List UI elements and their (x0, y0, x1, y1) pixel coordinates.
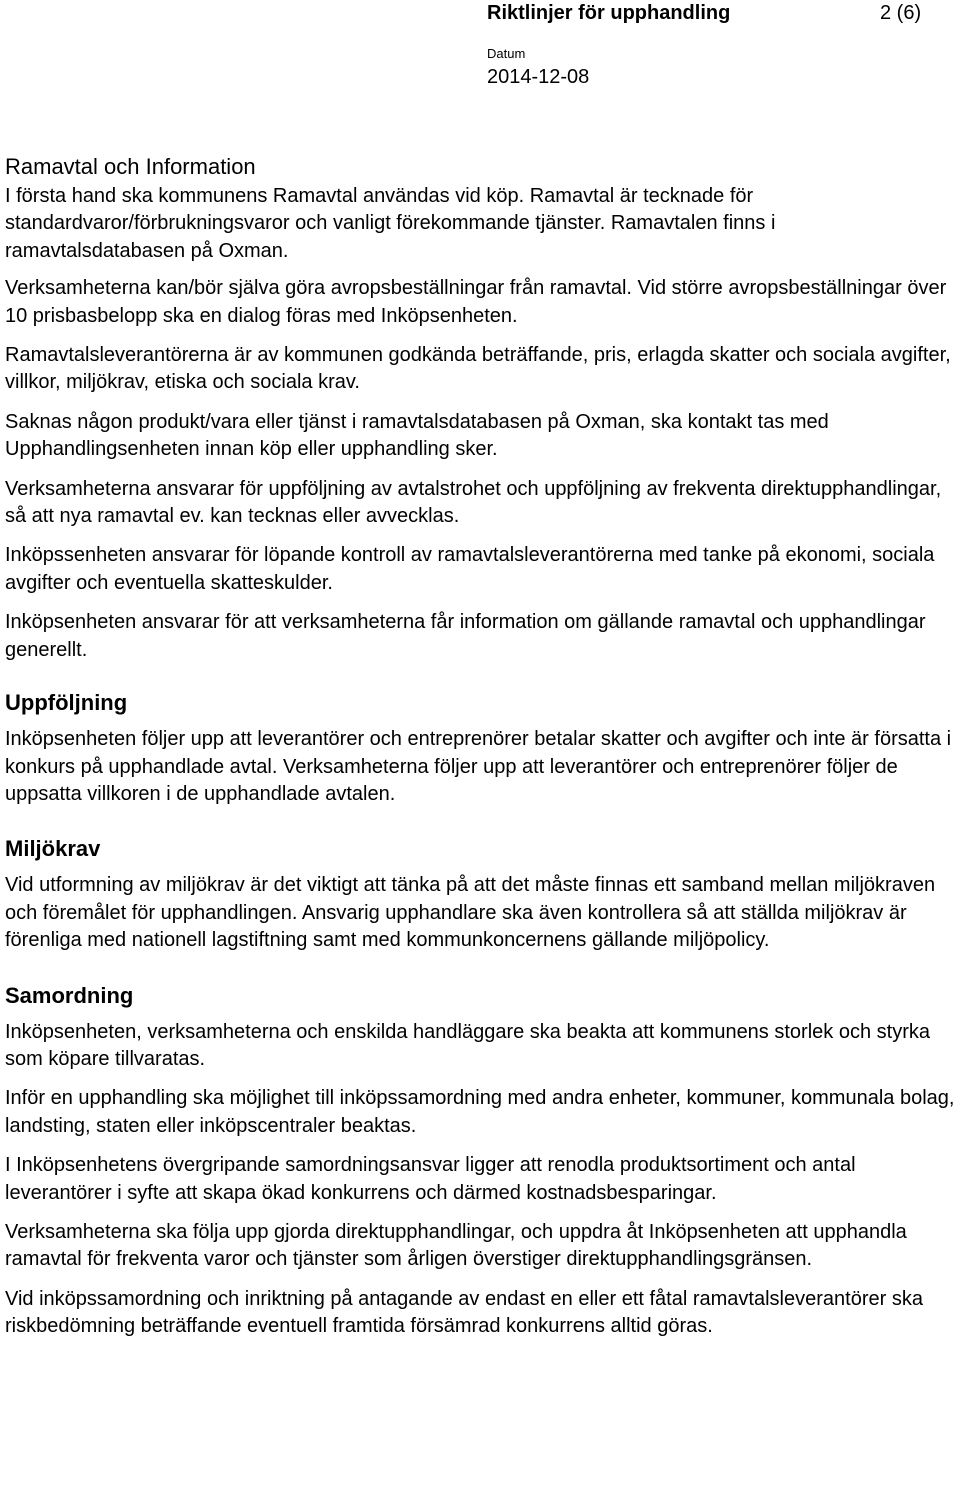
section-miljokrav (5, 832, 955, 954)
paragraph: Vid inköpssamordning och inriktning på antagande av endast en eller ett fåtal ramavtalsleverantörer ska riskbedömning beträffande eventuell framtida försämrad konkurrens alltid göras. (5, 1287, 923, 1338)
paragraph: Inköpssenheten ansvarar för löpande kontroll av ramavtalsleverantörerna med tanke på ekonomi, sociala avgifter och eventuella skatteskulder. (5, 544, 935, 594)
paragraph: Inköpsenheten, verksamheterna och enskilda handläggare ska beakta att kommunens storlek och styrka som köpare tillvaratas. (5, 1020, 930, 1070)
paragraph: Inköpsenheten ansvarar för att verksamheterna får information om gällande ramavtal och upphandlingar generellt. (5, 611, 926, 661)
paragraph: Vid utformning av miljökrav är det viktigt att tänka på att det måste finnas ett samband mellan miljökraven och föremålet för upphandlingen. Ansvarig upphandlare ska även kontrollera så att ställda miljökrav är förenliga med nationell lagstiftning samt med kommunkoncernens gällande miljöpolicy. (5, 874, 936, 952)
section-heading-ramavtal: Ramavtal och Information (5, 154, 256, 179)
paragraph: Verksamheterna kan/bör själva göra avropsbeställningar från ramavtal. Vid större avropsbeställningar över 10 prisbasbelopp ska en dialog föras med Inköpsenheten. (5, 277, 947, 327)
date-label: Datum (487, 46, 526, 61)
paragraph: Verksamheterna ansvarar för uppföljning av avtalstrohet och uppföljning av frekventa direktupphandlingar, så att nya ramavtal ev. kan tecknas eller avvecklas. (5, 477, 942, 528)
paragraph: I Inköpsenhetens övergripande samordningsansvar ligger att renodla produktsortiment och antal leverantörer i syfte att skapa ökad konkurrens och därmed kostnadsbesparingar. (5, 1154, 856, 1204)
paragraph: Saknas någon produkt/vara eller tjänst i ramavtalsdatabasen på Oxman, ska kontakt tas med Upphandlingsenheten innan köp eller upphandling sker. (5, 410, 829, 461)
section-uppfoljning (5, 686, 955, 808)
document-body (5, 150, 955, 1341)
paragraph: I första hand ska kommunens Ramavtal användas vid köp. Ramavtal är tecknade för standardvaror/förbrukningsvaror och vanligt förekommande tjänster. Ramavtalen finns i ramavtalsdatabasen på Oxman. (5, 185, 776, 262)
section-heading-miljokrav: Miljökrav (5, 836, 101, 862)
section-ramavtal (5, 150, 955, 664)
paragraph: Inköpsenheten följer upp att leverantörer och entreprenörer betalar skatter och avgifter och inte är försatta i konkurs på upphandlade avtal. Verksamheterna följer upp att leverantörer och entreprenörer följer de uppsatta villkoren i de upphandlade avtalen. (5, 728, 952, 805)
paragraph: Inför en upphandling ska möjlighet till inköpssamordning med andra enheter, kommuner, kommunala bolag, landsting, staten eller inköpscentraler beaktas. (5, 1087, 955, 1137)
section-samordning (5, 979, 955, 1341)
section-heading-samordning: Samordning (5, 982, 134, 1008)
paragraph: Ramavtalsleverantörerna är av kommunen godkända beträffande, pris, erlagda skatter och sociala avgifter, villkor, miljökrav, etiska och sociala krav. (5, 344, 951, 394)
page-header (0, 0, 960, 88)
paragraph: Verksamheterna ska följa upp gjorda direktupphandlingar, och uppdra åt Inköpsenheten att upphandla ramavtal för frekventa varor och tjänster som årligen överstiger direktupphandlingsgränsen. (5, 1220, 907, 1271)
section-heading-uppfoljning: Uppföljning (5, 690, 128, 716)
date-value: 2014-12-08 (487, 66, 590, 88)
page-number: 2 (6) (880, 2, 922, 24)
document-title: Riktlinjer för upphandling (487, 2, 731, 24)
